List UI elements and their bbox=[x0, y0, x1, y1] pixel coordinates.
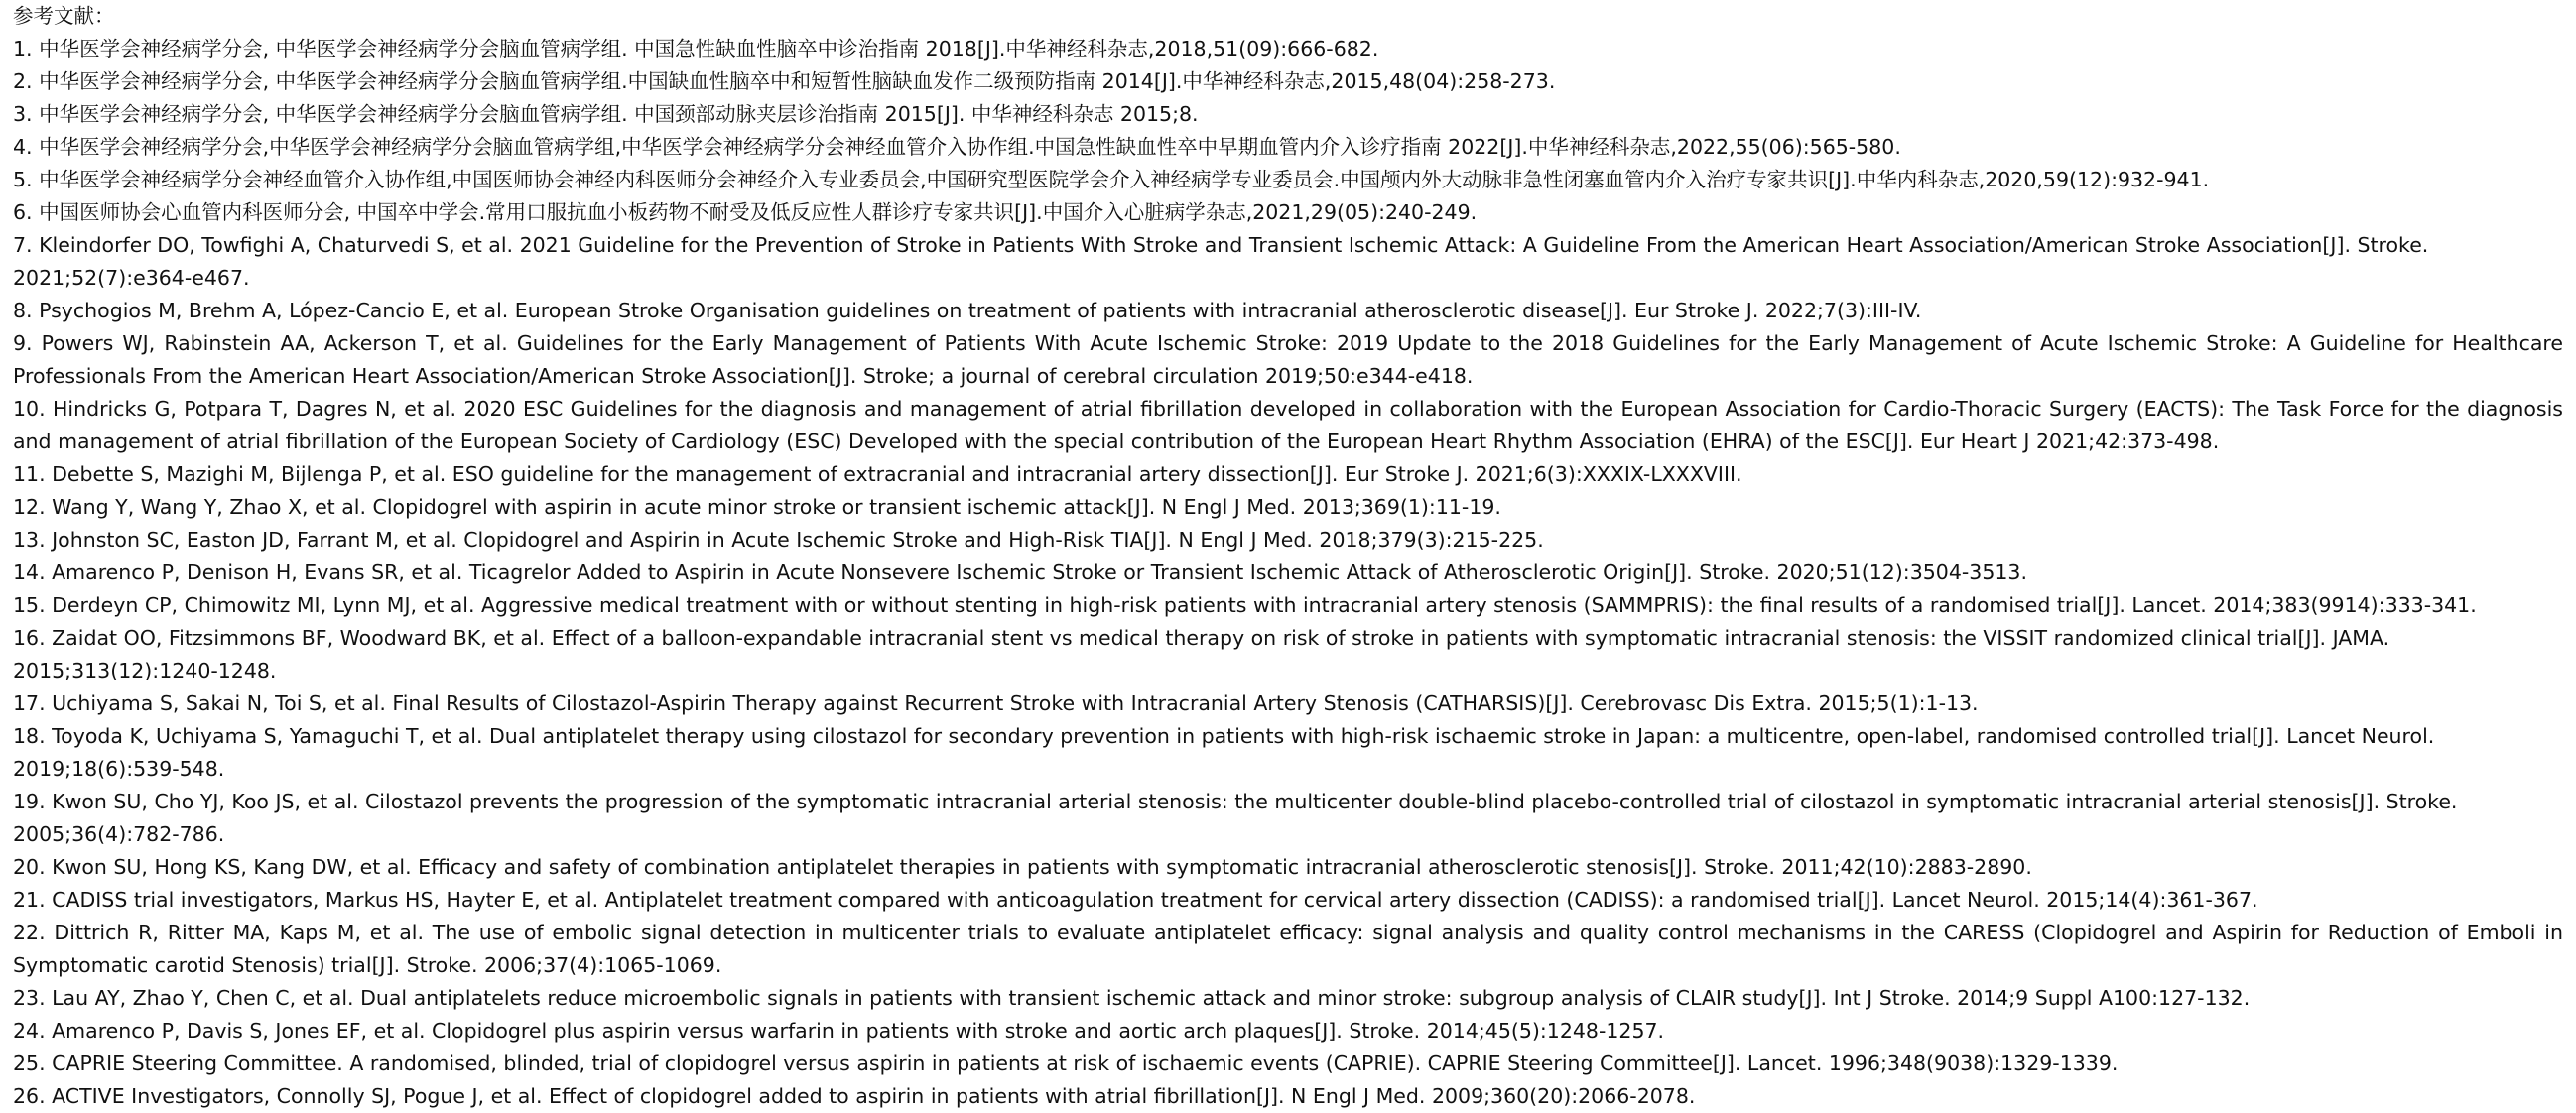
reference-item bbox=[13, 1080, 2563, 1113]
reference-text: Debette S, Mazighi M, Bijlenga P, et al. ESO guideline for the management of extracranial and intracranial artery dissection[J]. Eur Stroke J. 2021;6(3):XXXIX-LXXXVIII. bbox=[52, 462, 1742, 486]
reference-item bbox=[13, 556, 2563, 589]
reference-number: 17. bbox=[13, 691, 46, 715]
reference-text: 中华医学会神经病学分会神经血管介入协作组,中国医师协会神经内科医师分会神经介入专业委员会,中国研究型医院学会介入神经病学专业委员会.中国颅内外大动脉非急性闭塞血管内介入治疗专家共识[J].中华内科杂志,2020,59(12):932-941. bbox=[39, 168, 2210, 191]
reference-text: Amarenco P, Denison H, Evans SR, et al. Ticagrelor Added to Aspirin in Acute Nonsevere Ischemic Stroke or Transient Ischemic Attack of Atherosclerotic Origin[J]. Stroke. 2020;51(12):3504-3513. bbox=[52, 560, 2027, 584]
reference-number: 9. bbox=[13, 331, 33, 355]
reference-item bbox=[13, 458, 2563, 491]
reference-text: 中华医学会神经病学分会, 中华医学会神经病学分会脑血管病学组. 中国急性缺血性脑卒中诊治指南 2018[J].中华神经科杂志,2018,51(09):666-682. bbox=[39, 37, 1379, 61]
reference-item bbox=[13, 720, 2563, 786]
reference-item bbox=[13, 1015, 2563, 1048]
reference-text: Kleindorfer DO, Towfighi A, Chaturvedi S, et al. 2021 Guideline for the Prevention of Stroke in Patients With Stroke and Transient Ischemic Attack: A Guideline From the American Heart Association/American Stroke Association[J]. Stroke. 2021;52(7):e364-e467. bbox=[13, 233, 2429, 290]
reference-number: 6. bbox=[13, 200, 33, 224]
reference-text: Kwon SU, Cho YJ, Koo JS, et al. Cilostazol prevents the progression of the symptomatic intracranial arterial stenosis: the multicenter double-blind placebo-controlled trial of cilostazol in symptomatic intracranial arterial stenosis[J]. Stroke. 2005;36(4):782-786. bbox=[13, 790, 2458, 846]
reference-text: Uchiyama S, Sakai N, Toi S, et al. Final Results of Cilostazol-Aspirin Therapy against Recurrent Stroke with Intracranial Artery Stenosis (CATHARSIS)[J]. Cerebrovasc Dis Extra. 2015;5(1):1-13. bbox=[52, 691, 1979, 715]
reference-text: 中华医学会神经病学分会, 中华医学会神经病学分会脑血管病学组. 中国颈部动脉夹层诊治指南 2015[J]. 中华神经科杂志 2015;8. bbox=[39, 102, 1199, 126]
reference-number: 14. bbox=[13, 560, 46, 584]
reference-item bbox=[13, 164, 2563, 196]
reference-text: 中华医学会神经病学分会,中华医学会神经病学分会脑血管病学组,中华医学会神经病学分会神经血管介入协作组.中国急性缺血性卒中早期血管内介入诊疗指南 2022[J].中华神经科杂志,2022,55(06):565-580. bbox=[39, 135, 1901, 159]
reference-text: Dittrich R, Ritter MA, Kaps M, et al. The use of embolic signal detection in multicenter trials to evaluate antiplatelet efficacy: signal analysis and quality control mechanisms in the CARESS (Clopidogrel and Aspirin for Reduction of Emboli in Symptomatic carotid Stenosis) trial[J]. Stroke. 2006;37(4):1065-1069. bbox=[13, 921, 2563, 977]
reference-number: 11. bbox=[13, 462, 46, 486]
reference-item bbox=[13, 327, 2563, 393]
reference-item bbox=[13, 1048, 2563, 1080]
reference-item bbox=[13, 393, 2563, 458]
reference-text: Zaidat OO, Fitzsimmons BF, Woodward BK, et al. Effect of a balloon-expandable intracranial stent vs medical therapy on risk of stroke in patients with symptomatic intracranial stenosis: the VISSIT randomized clinical trial[J]. JAMA. 2015;313(12):1240-1248. bbox=[13, 626, 2390, 682]
reference-text: Psychogios M, Brehm A, López-Cancio E, et al. European Stroke Organisation guidelines on treatment of patients with intracranial atherosclerotic disease[J]. Eur Stroke J. 2022;7(3):III-IV. bbox=[39, 299, 1922, 322]
reference-text: Toyoda K, Uchiyama S, Yamaguchi T, et al. Dual antiplatelet therapy using cilostazol for secondary prevention in patients with high-risk ischaemic stroke in Japan: a multicentre, open-label, randomised controlled trial[J]. Lancet Neurol. 2019;18(6):539-548. bbox=[13, 724, 2435, 781]
reference-item bbox=[13, 491, 2563, 524]
reference-item bbox=[13, 851, 2563, 884]
reference-text: Lau AY, Zhao Y, Chen C, et al. Dual antiplatelets reduce microembolic signals in patients with transient ischemic attack and minor stroke: subgroup analysis of CLAIR study[J]. Int J Stroke. 2014;9 Suppl A100:127-132. bbox=[52, 986, 2251, 1010]
reference-number: 2. bbox=[13, 69, 33, 93]
reference-item bbox=[13, 65, 2563, 98]
reference-number: 1. bbox=[13, 37, 33, 61]
reference-text: Powers WJ, Rabinstein AA, Ackerson T, et al. Guidelines for the Early Management of Patients With Acute Ischemic Stroke: 2019 Update to the 2018 Guidelines for the Early Management of Acute Ischemic Stroke: A Guideline for Healthcare Professionals From the American Heart Association/American Stroke Association[J]. Stroke; a journal of cerebral circulation 2019;50:e344-e418. bbox=[13, 331, 2563, 388]
reference-item bbox=[13, 131, 2563, 164]
reference-text: 中华医学会神经病学分会, 中华医学会神经病学分会脑血管病学组.中国缺血性脑卒中和短暂性脑缺血发作二级预防指南 2014[J].中华神经科杂志,2015,48(04):258-273. bbox=[39, 69, 1556, 93]
reference-number: 3. bbox=[13, 102, 33, 126]
reference-text: Johnston SC, Easton JD, Farrant M, et al. Clopidogrel and Aspirin in Acute Ischemic Stroke and High-Risk TIA[J]. N Engl J Med. 2018;379(3):215-225. bbox=[52, 528, 1544, 552]
reference-number: 4. bbox=[13, 135, 33, 159]
reference-number: 25. bbox=[13, 1051, 46, 1075]
reference-number: 21. bbox=[13, 888, 46, 912]
reference-list bbox=[13, 33, 2563, 1113]
reference-number: 15. bbox=[13, 593, 46, 617]
reference-number: 24. bbox=[13, 1019, 46, 1043]
reference-number: 23. bbox=[13, 986, 46, 1010]
reference-item bbox=[13, 917, 2563, 982]
reference-text: 中国医师协会心血管内科医师分会, 中国卒中学会.常用口服抗血小板药物不耐受及低反应性人群诊疗专家共识[J].中国介入心脏病学杂志,2021,29(05):240-249. bbox=[39, 200, 1478, 224]
reference-number: 8. bbox=[13, 299, 33, 322]
reference-item bbox=[13, 884, 2563, 917]
reference-item bbox=[13, 196, 2563, 229]
reference-item bbox=[13, 229, 2563, 295]
reference-item bbox=[13, 33, 2563, 65]
reference-item bbox=[13, 687, 2563, 720]
reference-item bbox=[13, 622, 2563, 687]
reference-text: Amarenco P, Davis S, Jones EF, et al. Clopidogrel plus aspirin versus warfarin in patients with stroke and aortic arch plaques[J]. Stroke. 2014;45(5):1248-1257. bbox=[52, 1019, 1665, 1043]
reference-number: 12. bbox=[13, 495, 46, 519]
reference-number: 10. bbox=[13, 397, 46, 421]
reference-item bbox=[13, 589, 2563, 622]
reference-item bbox=[13, 786, 2563, 851]
reference-number: 26. bbox=[13, 1084, 46, 1108]
reference-text: Kwon SU, Hong KS, Kang DW, et al. Efficacy and safety of combination antiplatelet therapies in patients with symptomatic intracranial atherosclerotic stenosis[J]. Stroke. 2011;42(10):2883-2890. bbox=[52, 855, 2032, 879]
reference-number: 22. bbox=[13, 921, 46, 944]
reference-text: CADISS trial investigators, Markus HS, Hayter E, et al. Antiplatelet treatment compared with anticoagulation treatment for cervical artery dissection (CADISS): a randomised trial[J]. Lancet Neurol. 2015;14(4):361-367. bbox=[52, 888, 2258, 912]
reference-number: 16. bbox=[13, 626, 46, 650]
reference-text: Derdeyn CP, Chimowitz MI, Lynn MJ, et al. Aggressive medical treatment with or without stenting in high-risk patients with intracranial artery stenosis (SAMMPRIS): the final results of a randomised trial[J]. Lancet. 2014;383(9914):333-341. bbox=[52, 593, 2477, 617]
reference-number: 7. bbox=[13, 233, 33, 257]
reference-item bbox=[13, 982, 2563, 1015]
reference-item bbox=[13, 524, 2563, 556]
reference-text: ACTIVE Investigators, Connolly SJ, Pogue J, et al. Effect of clopidogrel added to aspirin in patients with atrial fibrillation[J]. N Engl J Med. 2009;360(20):2066-2078. bbox=[52, 1084, 1696, 1108]
reference-item bbox=[13, 98, 2563, 131]
reference-number: 19. bbox=[13, 790, 46, 813]
reference-number: 5. bbox=[13, 168, 33, 191]
reference-text: Hindricks G, Potpara T, Dagres N, et al. 2020 ESC Guidelines for the diagnosis and management of atrial fibrillation developed in collaboration with the European Association for Cardio-Thoracic Surgery (EACTS): The Task Force for the diagnosis and management of atrial fibrillation of the European Society of Cardiology (ESC) Developed with the special contribution of the European Heart Rhythm Association (EHRA) of the ESC[J]. Eur Heart J 2021;42:373-498. bbox=[13, 397, 2563, 453]
reference-number: 20. bbox=[13, 855, 46, 879]
reference-number: 18. bbox=[13, 724, 46, 748]
reference-text: Wang Y, Wang Y, Zhao X, et al. Clopidogrel with aspirin in acute minor stroke or transient ischemic attack[J]. N Engl J Med. 2013;369(1):11-19. bbox=[52, 495, 1501, 519]
reference-text: CAPRIE Steering Committee. A randomised, blinded, trial of clopidogrel versus aspirin in patients at risk of ischaemic events (CAPRIE). CAPRIE Steering Committee[J]. Lancet. 1996;348(9038):1329-1339. bbox=[52, 1051, 2119, 1075]
reference-item bbox=[13, 295, 2563, 327]
references-heading: 参考文献： bbox=[13, 4, 115, 28]
reference-number: 13. bbox=[13, 528, 46, 552]
